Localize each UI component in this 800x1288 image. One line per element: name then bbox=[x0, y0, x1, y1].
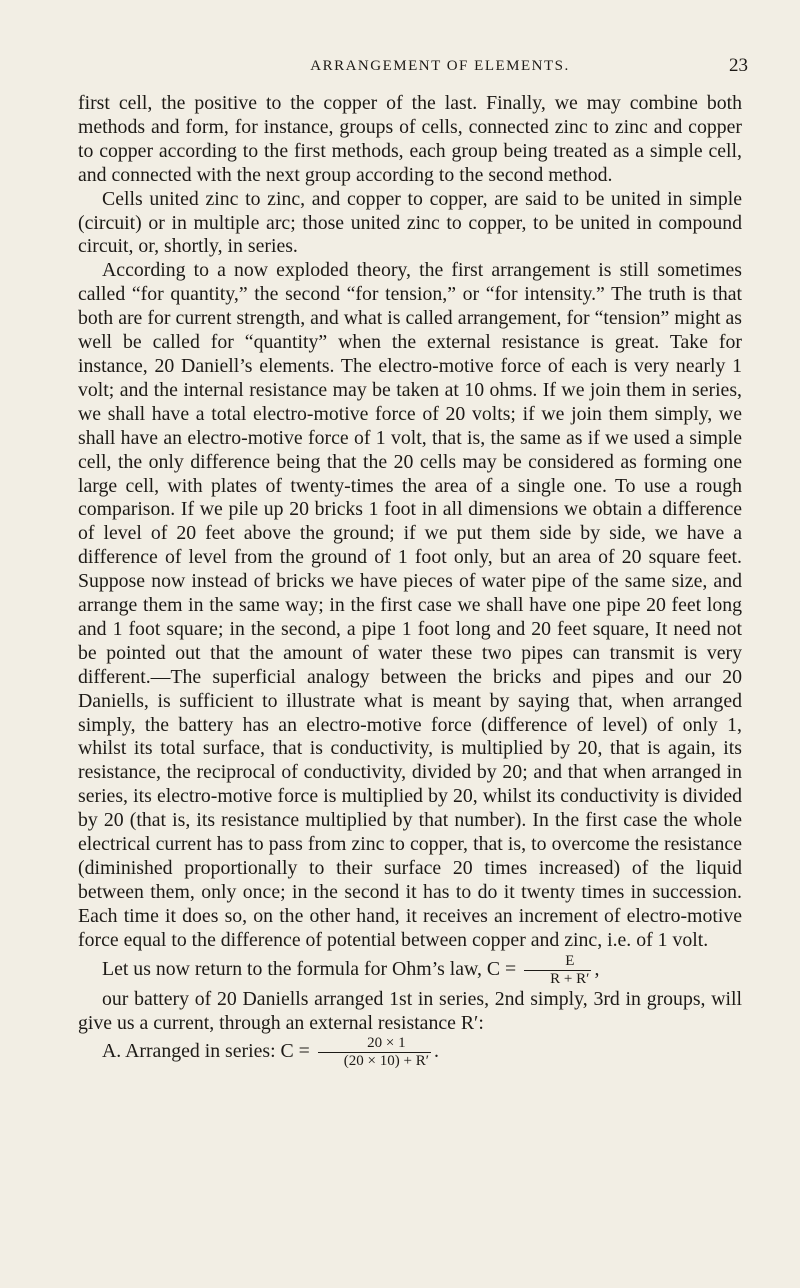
fraction-denominator: R + R′ bbox=[550, 970, 590, 987]
body-text bbox=[78, 92, 742, 1070]
ohm-law-fraction bbox=[524, 953, 591, 988]
case-a-trailing: . bbox=[434, 1040, 439, 1063]
fraction-numerator: 20 × 1 bbox=[318, 1035, 431, 1053]
ohm-law-line bbox=[78, 953, 742, 988]
ohm-law-trailing: , bbox=[594, 957, 600, 980]
page-number: 23 bbox=[729, 55, 748, 76]
ohm-law-text: Let us now return to the formula for Ohm’s law, C = bbox=[102, 957, 517, 980]
page-header bbox=[92, 55, 748, 80]
fraction-denominator: (20 × 10) + R′ bbox=[343, 1053, 429, 1070]
running-title: ARRANGEMENT OF ELEMENTS. bbox=[310, 58, 570, 74]
battery-line: our battery of 20 Daniells arranged 1st in series, 2nd simply, 3rd in groups, will give us a current, through an external resistance R′: bbox=[78, 987, 742, 1034]
case-a-label: A. Arranged in series: C = bbox=[102, 1040, 310, 1063]
fraction-numerator: E bbox=[524, 953, 591, 971]
case-a-line bbox=[78, 1035, 742, 1070]
paragraph: first cell, the positive to the copper of the last. Finally, we may combine both methods and form, for instance, groups of cells, connected zinc to zinc and copper to copper according to the first methods, each group being treated as a simple cell, and connected with the next group according to the second method. bbox=[78, 92, 742, 186]
paragraph: Cells united zinc to zinc, and copper to copper, are said to be united in simple (circuit) or in multiple arc; those united zinc to copper, to be united in compound circuit, or, shortly, in series. bbox=[78, 187, 742, 258]
case-a-fraction bbox=[318, 1035, 431, 1070]
paragraph: According to a now exploded theory, the first arrangement is still sometimes called “for quantity,” the second “for tension,” or “for intensity.” The truth is that both are for current strength, and what is called arrangement, for “tension” might as well be called for “quantity” when the external resistance is great. Take for instance, 20 Daniell’s elements. The electro-motive force of each is very nearly 1 volt; and the internal resistance may be taken at 10 ohms. If we join them in series, we shall have a total electro-motive force of 20 volts; if we join them simply, we shall have an electro-motive force of 1 volt, that is, the same as if we used a simple cell, the only difference being that the 20 cells may be considered as forming one large cell, with plates of twenty-times the area of a single one. To use a rough comparison. If we pile up 20 bricks 1 foot in all dimensions we obtain a difference of level of 20 feet above the ground; if we put them side by side, we have a difference of level from the ground of 1 foot only, but an area of 20 square feet. Suppose now instead of bricks we have pieces of water pipe of the same size, and arrange them in the same way; in the first case we shall have one pipe 20 feet long and 1 foot square; in the second, a pipe 1 foot long and 20 feet square, It need not be pointed out that the amount of water these two pipes can transmit is very different.—The superficial analogy between the bricks and pipes and our 20 Daniells, is sufficient to illustrate what is meant by saying that, when arranged simply, the battery has an electro-motive force (difference of level) of only 1, whilst its total surface, that is conductivity, is multiplied by 20, that is again, its resistance, the reciprocal of conductivity, divided by 20; and that when arranged in series, its electro-motive force is multiplied by 20, whilst its conductivity is divided by 20 (that is, its resistance multiplied by that number). In the first case the whole electrical current has to pass from zinc to copper, that is, to overcome the resistance (diminished proportionally to their surface 20 times increased) of the liquid between them, only once; in the second it has to do it twenty times in succession. Each time it does so, on the other hand, it receives an increment of electro-motive force equal to the difference of potential between copper and zinc, i.e. of 1 volt. bbox=[78, 259, 742, 951]
